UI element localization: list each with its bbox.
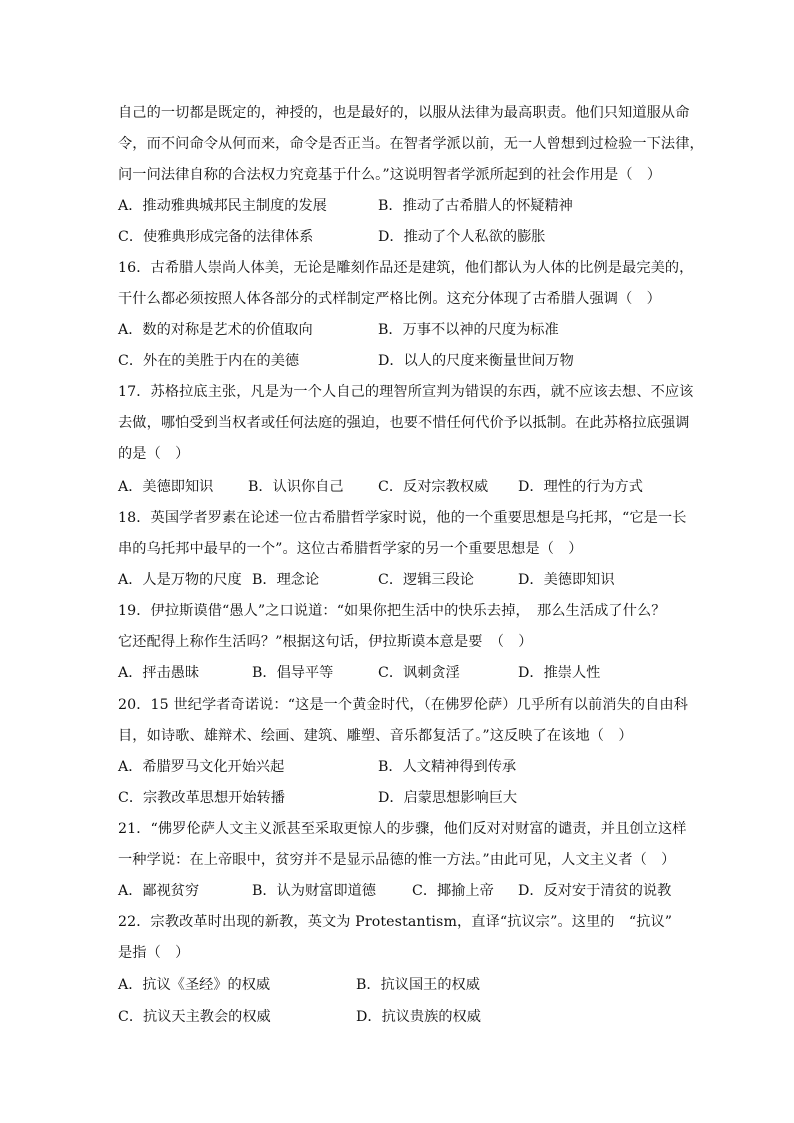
- option-a: A．鄙视贫穷: [118, 883, 200, 899]
- question-22-text: 22．宗教改革时出现的新教，英文为 Protestantism，直译“抗议宗”。这里的 “抗议”: [118, 914, 673, 930]
- option-d: D．反对安于清贫的说教: [518, 883, 672, 899]
- question-21-text: 21．“佛罗伦萨人文主义派甚至采取更惊人的步骤，他们反对对财富的谴责，并且创立这样: [118, 821, 687, 837]
- question-text-line: 自己的一切都是既定的，神授的，也是最好的，以服从法律为最高职责。他们只知道服从命: [118, 105, 690, 121]
- option-c: C．抗议天主教会的权威: [118, 1009, 271, 1025]
- option-a: A．美德即知识: [118, 479, 214, 495]
- option-b: B．理念论: [252, 572, 320, 588]
- question-19-text: 19．伊拉斯谟借“愚人”之口说道：“如果你把生活中的快乐去掉， 那么生活成了什么？: [118, 603, 666, 619]
- question-20-text: 20．15 世纪学者奇诺说：“这是一个黄金时代，（在佛罗伦萨）几乎所有以前消失的自由科: [118, 697, 689, 713]
- option-a: A．抗议《圣经》的权威: [118, 977, 271, 993]
- option-a: A．人是万物的尺度: [118, 572, 242, 588]
- question-20-text: 目，如诗歌、雄辩术、绘画、建筑、雕塑、音乐都复活了。”这反映了在该地（ ）: [118, 728, 633, 744]
- question-18-text: 18．英国学者罗素在论述一位古希腊哲学家时说，他的一个重要思想是乌托邦，“它是一长: [118, 510, 687, 526]
- option-a: A．抨击愚昧: [118, 665, 200, 681]
- option-d: D．推崇人性: [518, 665, 601, 681]
- question-21-text: 一种学说：在上帝眼中，贫穷并不是显示品德的惟一方法。”由此可见，人文主义者（ ）: [118, 852, 676, 868]
- option-b: B．人文精神得到传承: [378, 759, 517, 775]
- option-c: C．外在的美胜于内在的美德: [118, 353, 300, 369]
- option-c: C．宗教改革思想开始转播: [118, 790, 285, 806]
- option-d: D．美德即知识: [518, 572, 615, 588]
- option-b: B．万事不以神的尺度为标准: [378, 322, 559, 338]
- question-22-text: 是指（ ）: [118, 945, 190, 961]
- option-b: B．认为财富即道德: [252, 883, 376, 899]
- option-c: C．使雅典形成完备的法律体系: [118, 229, 314, 245]
- option-b: B．认识你自己: [248, 479, 344, 495]
- question-19-text: 它还配得上称作生活吗？”根据这句话，伊拉斯谟本意是要 （ ）: [118, 634, 533, 650]
- question-16-text: 16．古希腊人崇尚人体美，无论是雕刻作品还是建筑，他们都认为人体的比例是最完美的，: [118, 260, 694, 276]
- option-d: D．抗议贵族的权威: [356, 1009, 481, 1025]
- option-b: B．推动了古希腊人的怀疑精神: [378, 198, 573, 214]
- option-b: B．抗议国王的权威: [356, 977, 480, 993]
- option-a: A．推动雅典城邦民主制度的发展: [118, 198, 327, 214]
- option-a: A．希腊罗马文化开始兴起: [118, 759, 285, 775]
- question-17-text: 去做，哪怕受到当权者或任何法庭的强迫，也要不惜任何代价予以抵制。在此苏格拉底强调: [118, 415, 690, 431]
- question-text-line: 令，而不问命令从何而来，命令是否正当。在智者学派以前，无一人曾想到过检验一下法律，: [118, 136, 704, 152]
- option-c: C．讽刺贪淫: [378, 665, 460, 681]
- option-c: C．反对宗教权威: [378, 479, 489, 495]
- option-c: C．揶揄上帝: [412, 883, 494, 899]
- option-d: D．启蒙思想影响巨大: [378, 790, 518, 806]
- question-16-text: 干什么都必须按照人体各部分的式样制定严格比例。这充分体现了古希腊人强调（ ）: [118, 291, 661, 307]
- option-c: C．逻辑三段论: [378, 572, 474, 588]
- option-a: A．数的对称是艺术的价值取向: [118, 322, 313, 338]
- question-17-text: 17．苏格拉底主张，凡是为一个人自己的理智所宣判为错误的东西，就不应该去想、不应该: [118, 384, 694, 400]
- option-d: D．以人的尺度来衡量世间万物: [378, 353, 574, 369]
- question-17-text: 的是（ ）: [118, 446, 190, 462]
- option-d: D．推动了个人私欲的膨胀: [378, 229, 546, 245]
- question-text-line: 问一问法律自称的合法权力究竟基于什么。”这说明智者学派所起到的社会作用是（ ）: [118, 167, 662, 183]
- option-b: B．倡导平等: [252, 665, 334, 681]
- question-18-text: 串的乌托邦中最早的一个”。这位古希腊哲学家的另一个重要思想是（ ）: [118, 541, 583, 557]
- option-d: D．理性的行为方式: [518, 479, 643, 495]
